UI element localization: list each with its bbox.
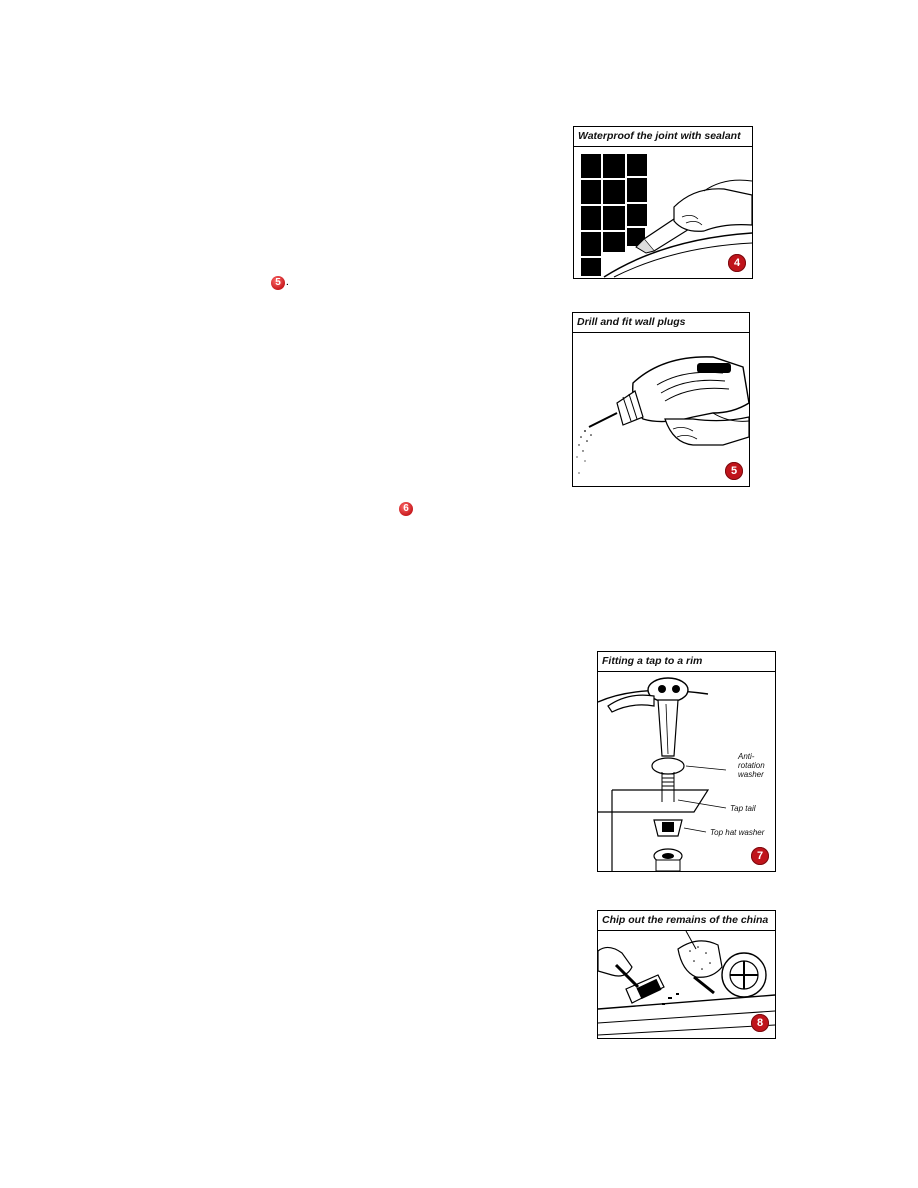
illustration-drill [573, 333, 749, 486]
label-tap-tail: Tap tail [730, 804, 756, 813]
figure-caption: Chip out the remains of the china [598, 911, 775, 931]
inline-figure-ref-5: 5 [271, 276, 285, 290]
inline-figure-ref-6: 6 [399, 502, 413, 516]
figure-caption: Drill and fit wall plugs [573, 313, 749, 333]
figure-chip-out-china [597, 910, 776, 1039]
figure-number-badge: 7 [751, 847, 769, 865]
label-anti-rotation-washer: Anti- rotation washer [738, 752, 765, 779]
illustration-sealant [574, 147, 752, 278]
figure-caption: Fitting a tap to a rim [598, 652, 775, 672]
figure-number-badge: 4 [728, 254, 746, 272]
figure-number-badge: 8 [751, 1014, 769, 1032]
figure-caption: Waterproof the joint with sealant [574, 127, 752, 147]
inline-ref-period: . [286, 276, 289, 288]
figure-waterproof-joint [573, 126, 753, 279]
figure-fitting-tap-to-rim [597, 651, 776, 872]
illustration-chisel [598, 931, 775, 1038]
label-top-hat-washer: Top hat washer [710, 828, 765, 837]
figure-number-badge: 5 [725, 462, 743, 480]
figure-drill-wall-plugs [572, 312, 750, 487]
